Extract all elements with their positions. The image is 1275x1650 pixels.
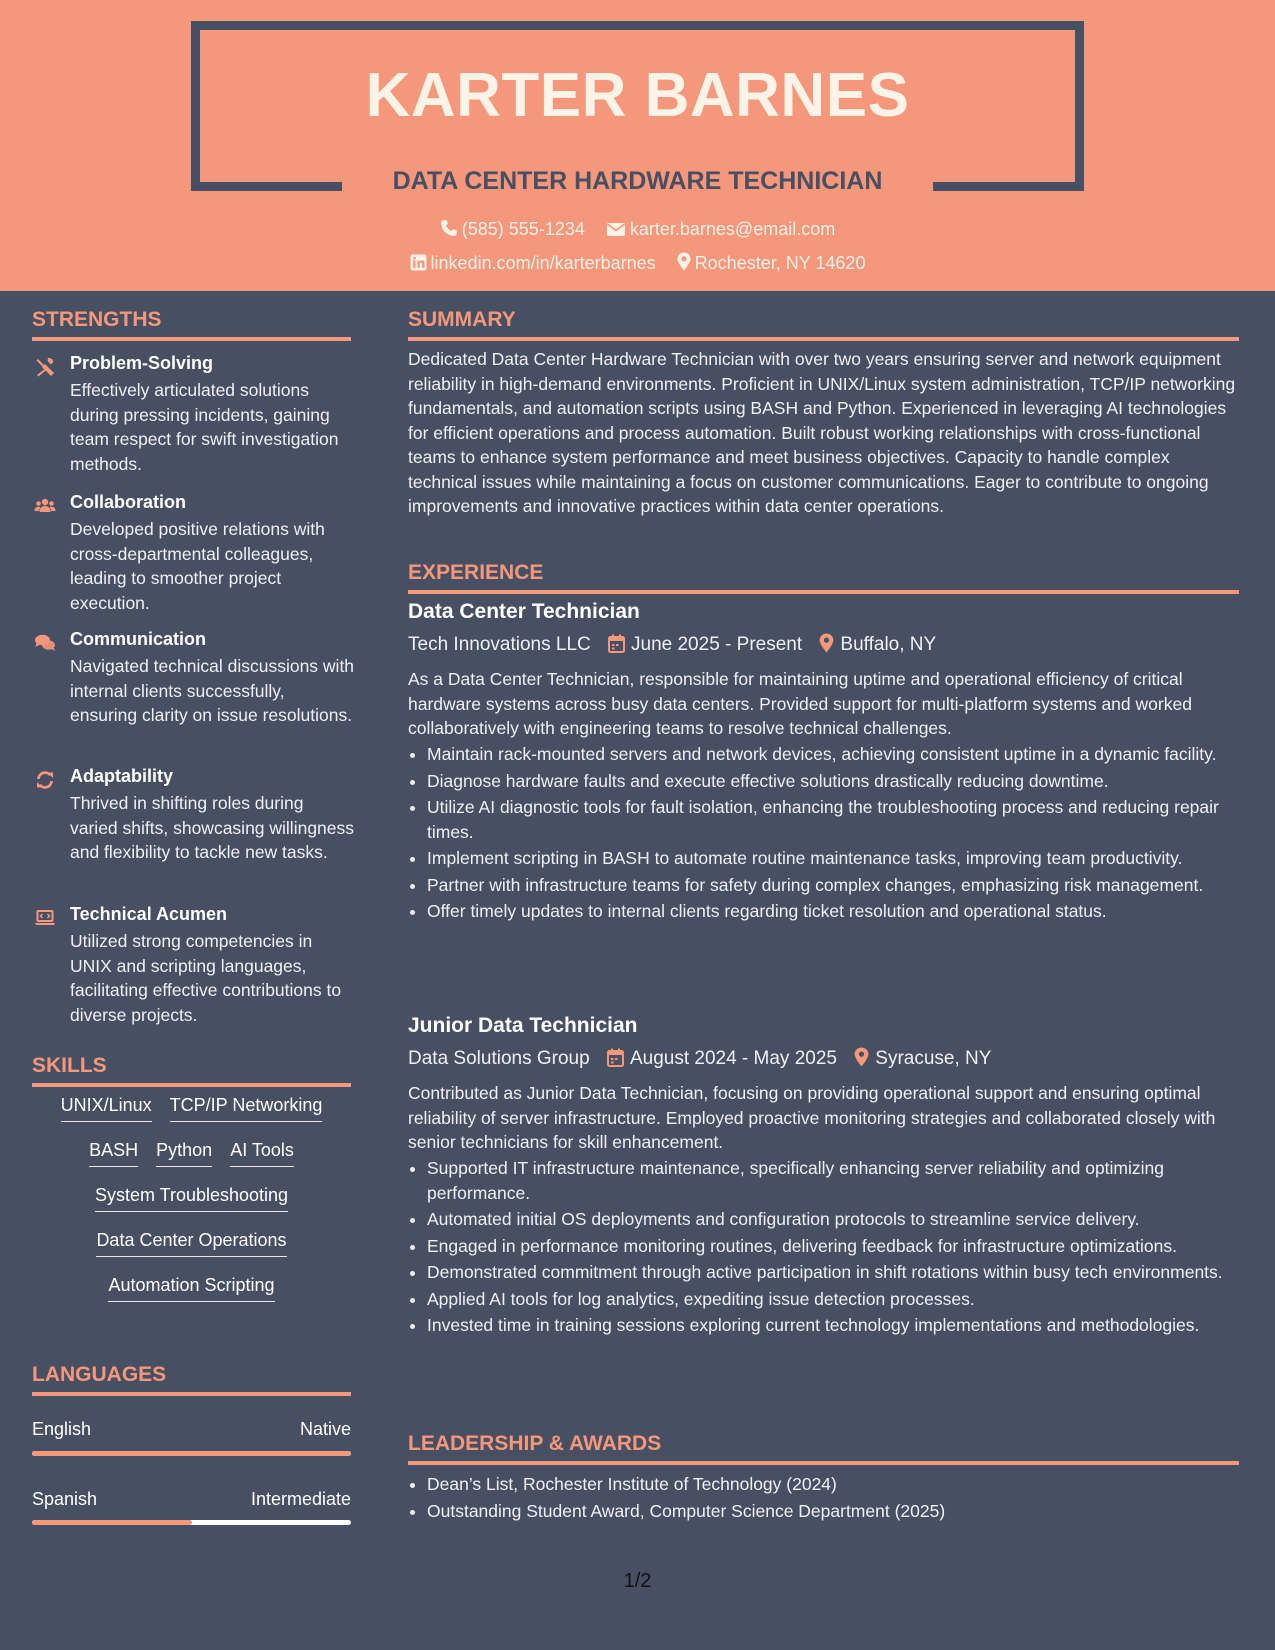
job-meta <box>408 633 936 656</box>
skill-row <box>32 1185 351 1230</box>
job-bullets <box>408 742 1239 926</box>
strength-desc: Effectively articulated solutions during pressing incidents, gaining team respect for swift investigation methods. <box>70 380 339 474</box>
language-level: Intermediate <box>250 1489 351 1509</box>
contact-line-2 <box>0 252 1275 274</box>
location-item <box>677 252 866 274</box>
skill-tag: BASH <box>89 1140 138 1167</box>
job-location: Buffalo, NY <box>840 633 937 655</box>
map-pin-icon <box>854 1047 869 1067</box>
awards-title: LEADERSHIP & AWARDS <box>408 1432 662 1455</box>
email-item <box>606 219 835 240</box>
phone-text[interactable]: (585) 555-1234 <box>461 219 585 239</box>
language-bar-fill <box>32 1520 192 1525</box>
strength-technical-acumen <box>32 904 352 1034</box>
language-bar-fill <box>32 1451 351 1456</box>
linkedin-item <box>410 253 656 274</box>
linkedin-text[interactable]: linkedin.com/in/karterbarnes <box>430 253 656 273</box>
skill-tag: TCP/IP Networking <box>170 1095 323 1122</box>
phone-icon <box>440 219 458 237</box>
laptop-code-icon <box>34 907 56 929</box>
strength-desc: Navigated technical discussions with internal clients successfully, ensuring clarity on issue resolutions. <box>70 656 355 725</box>
email-text[interactable]: karter.barnes@email.com <box>629 219 836 239</box>
awards-rule <box>408 1461 1239 1465</box>
summary-rule <box>408 337 1239 341</box>
resume-header <box>0 0 1275 291</box>
strength-head: Adaptability <box>70 766 174 786</box>
strength-desc: Utilized strong competencies in UNIX and scripting languages, facilitating effective contributions to diverse projects. <box>70 931 342 1025</box>
summary-title: SUMMARY <box>408 308 516 331</box>
comments-icon <box>34 632 56 654</box>
language-name: English <box>32 1419 92 1439</box>
language-bar <box>32 1451 351 1456</box>
strength-head: Technical Acumen <box>70 904 228 924</box>
experience-title: EXPERIENCE <box>408 561 544 584</box>
skill-row <box>32 1275 351 1320</box>
languages-title: LANGUAGES <box>32 1363 167 1386</box>
job-bullet: • Applied AI tools for log analytics, expediting issue detection processes. <box>427 1287 1239 1312</box>
strength-head: Problem-Solving <box>70 353 214 373</box>
skill-tag: AI Tools <box>230 1140 294 1167</box>
skill-tag: System Troubleshooting <box>95 1185 288 1212</box>
calendar-icon <box>607 1048 624 1067</box>
summary-text: Dedicated Data Center Hardware Technician with over two years ensuring server and network equipment reliability in high-demand environments. Proficient in UNIX/Linux system administration, TCP/IP networking fundamentals, and automation scripts using BASH and Python. Experienced in leveraging AI technologies for efficient operations and process automation. Built robust working relationships with cross-functional teams to enhance system performance and meet business objectives. Capacity to handle complex technical issues while maintaining a focus on customer communications. Eager to contribute to ongoing improvements and innovative practices within data center operations. <box>408 349 1236 516</box>
tools-icon <box>34 356 56 378</box>
job-location: Syracuse, NY <box>875 1047 992 1069</box>
job-dates: June 2025 - Present <box>631 633 803 655</box>
skill-tag: UNIX/Linux <box>61 1095 152 1122</box>
job-bullet: • Offer timely updates to internal clients regarding ticket resolution and operational status. <box>427 899 1239 924</box>
job-bullet: • Partner with infrastructure teams for safety during complex changes, emphasizing risk management. <box>427 873 1239 898</box>
strength-head: Communication <box>70 629 207 649</box>
award-item: • Dean’s List, Rochester Institute of Technology (2024) <box>427 1472 1239 1497</box>
skills-list <box>32 1095 351 1320</box>
phone-item <box>440 219 585 240</box>
map-pin-icon <box>819 633 834 653</box>
job-bullet: • Implement scripting in BASH to automate routine maintenance tasks, improving team productivity. <box>427 846 1239 871</box>
language-bar <box>32 1520 351 1525</box>
strength-desc: Thrived in shifting roles during varied shifts, showcasing willingness and flexibility to tackle new tasks. <box>70 793 355 862</box>
job-bullet: • Diagnose hardware faults and execute effective solutions drastically reducing downtime. <box>427 769 1239 794</box>
strength-problem-solving <box>32 353 352 483</box>
skill-tag: Automation Scripting <box>108 1275 274 1302</box>
strength-head: Collaboration <box>70 492 186 512</box>
award-item: • Outstanding Student Award, Computer Science Department (2025) <box>427 1499 1239 1524</box>
users-icon <box>34 495 56 517</box>
skill-tag: Python <box>156 1140 212 1167</box>
strength-adaptability <box>32 766 355 896</box>
strengths-rule <box>32 337 351 341</box>
strengths-title: STRENGTHS <box>32 308 162 331</box>
skill-row <box>32 1140 351 1185</box>
job-bullet: • Invested time in training sessions exploring current technology implementations and methodologies. <box>427 1313 1239 1338</box>
job-title: Data Center Technician <box>408 600 640 623</box>
job-bullet: • Supported IT infrastructure maintenance, specifically enhancing server reliability and optimizing performance. <box>427 1156 1239 1205</box>
job-bullet: • Automated initial OS deployments and configuration protocols to streamline service delivery. <box>427 1207 1239 1232</box>
strength-communication <box>32 629 355 759</box>
strength-collaboration <box>32 492 352 622</box>
calendar-icon <box>608 634 625 653</box>
linkedin-icon <box>410 254 427 271</box>
map-pin-icon <box>677 252 691 271</box>
job-dates: August 2024 - May 2025 <box>629 1047 837 1069</box>
job-bullet: • Maintain rack-mounted servers and network devices, achieving consistent uptime in a dynamic facility. <box>427 742 1239 767</box>
skill-tag: Data Center Operations <box>96 1230 286 1257</box>
skill-row <box>32 1230 351 1275</box>
skills-rule <box>32 1083 351 1087</box>
job-role: DATA CENTER HARDWARE TECHNICIAN <box>392 167 883 195</box>
skill-row <box>32 1095 351 1140</box>
envelope-icon <box>606 221 626 237</box>
awards-list <box>408 1472 1239 1525</box>
sync-icon <box>34 769 56 791</box>
language-level: Native <box>299 1419 351 1439</box>
job-company: Tech Innovations LLC <box>408 633 591 655</box>
job-summary: As a Data Center Technician, responsible for maintaining uptime and operational efficiency of critical hardware systems across busy data centers. Provided support for multi-platform systems and worked collaboratively with engineering teams to resolve technical challenges. <box>408 669 1192 738</box>
languages-rule <box>32 1392 351 1396</box>
job-summary: Contributed as Junior Data Technician, focusing on providing operational support and ensuring optimal reliability of server infrastructure. Employed proactive monitoring strategies and collaborated closely with senior technicians for skill enhancement. <box>408 1083 1216 1152</box>
job-bullets <box>408 1156 1239 1340</box>
strength-desc: Developed positive relations with cross-departmental colleagues, leading to smoother project execution. <box>70 519 325 613</box>
language-name: Spanish <box>32 1489 98 1509</box>
page-number: 1/2 <box>623 1570 652 1592</box>
job-title: Junior Data Technician <box>408 1014 638 1037</box>
job-bullet: • Utilize AI diagnostic tools for fault isolation, enhancing the troubleshooting process and reducing repair times. <box>427 795 1239 844</box>
job-bullet: • Demonstrated commitment through active participation in shift rotations within busy tech environments. <box>427 1260 1239 1285</box>
candidate-name: KARTER BARNES <box>365 61 910 130</box>
job-bullet: • Engaged in performance monitoring routines, delivering feedback for infrastructure optimizations. <box>427 1234 1239 1259</box>
skills-title: SKILLS <box>32 1054 107 1077</box>
contact-line-1 <box>0 219 1275 240</box>
location-text: Rochester, NY 14620 <box>694 253 866 273</box>
job-company: Data Solutions Group <box>408 1047 590 1069</box>
experience-rule <box>408 590 1239 594</box>
job-meta <box>408 1047 991 1070</box>
